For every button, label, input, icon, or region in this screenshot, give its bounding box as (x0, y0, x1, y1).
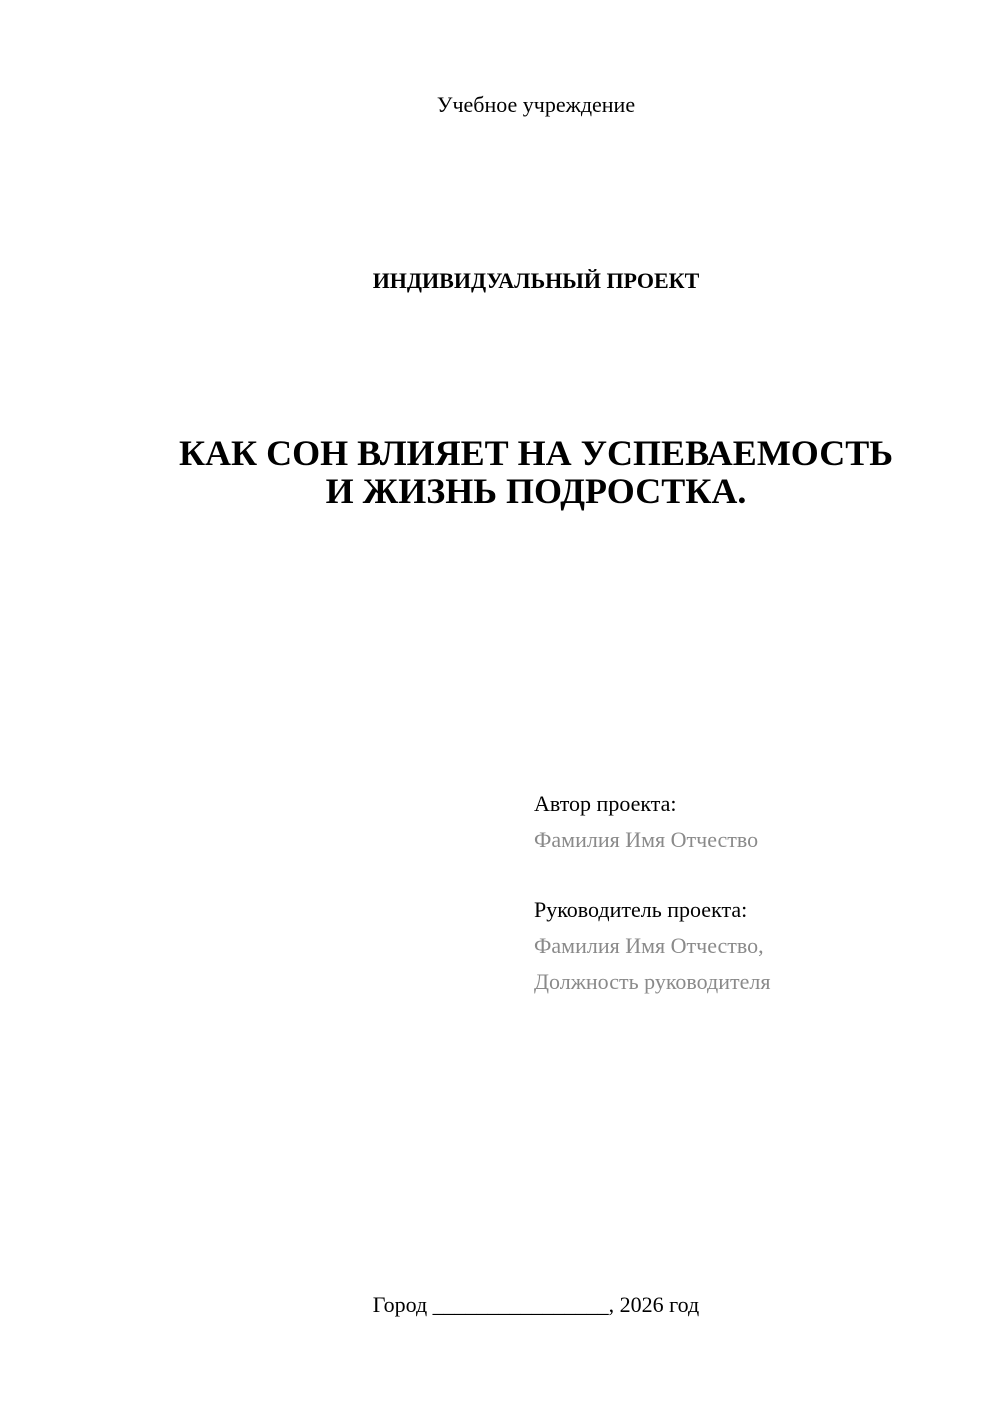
project-title-line-1: КАК СОН ВЛИЯЕТ НА УСПЕВАЕМОСТЬ (178, 433, 894, 473)
project-title-line-2: И ЖИЗНЬ ПОДРОСТКА. (325, 471, 747, 511)
author-label: Автор проекта: (534, 791, 677, 816)
city-year-footer: Город ________________, 2026 год (372, 1292, 700, 1317)
project-type-heading: ИНДИВИДУАЛЬНЫЙ ПРОЕКТ (372, 268, 700, 293)
supervisor-position: Должность руководителя (534, 969, 771, 994)
supervisor-name: Фамилия Имя Отчество, (534, 933, 764, 958)
credits-spacer (534, 858, 974, 892)
project-title (0, 434, 1000, 510)
institution-name: Учебное учреждение (436, 92, 636, 117)
credits-block (534, 786, 974, 1000)
supervisor-label: Руководитель проекта: (534, 897, 748, 922)
author-name: Фамилия Имя Отчество (534, 827, 759, 852)
